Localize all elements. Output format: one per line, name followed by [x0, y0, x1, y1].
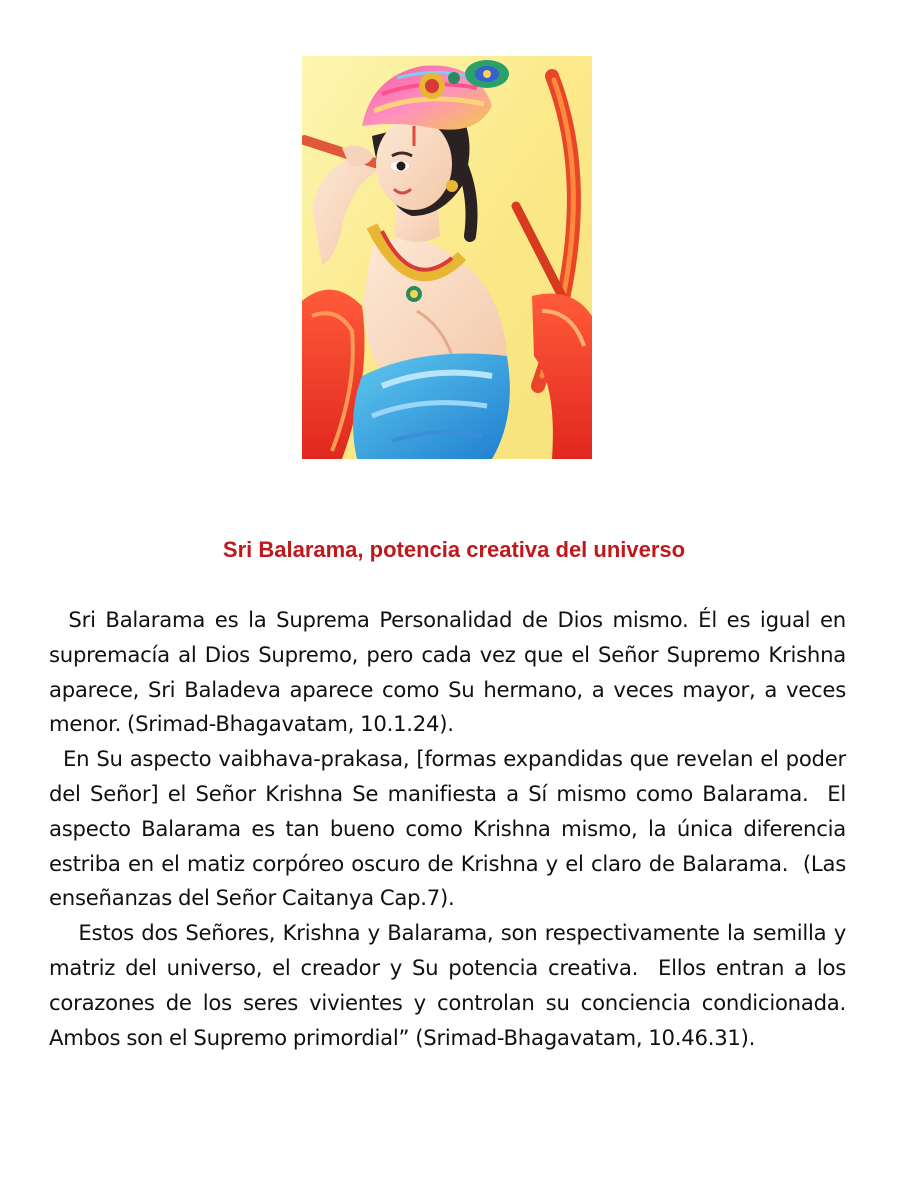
page-title: Sri Balarama, potencia creativa del universo — [222, 537, 686, 562]
paragraph-2: En Su aspecto vaibhava-prakasa, [formas expandidas que revelan el poder del Señor] el Señor Krishna Se manifiesta a Sí mismo como Balarama. El aspecto Balarama es tan bueno como Krishna mismo, la única diferencia estriba en el matiz corpóreo oscuro de Krishna y el claro de Balarama. (Las enseñanzas del Señor Caitanya Cap.7). — [49, 746, 852, 911]
paragraph-3: Estos dos Señores, Krishna y Balarama, son respectivamente la semilla y matriz del universo, el creador y Su potencia creativa. Ellos entran a los corazones de los seres vivientes y controlan su conciencia condicionada. Ambos son el Supremo primordial” (Srimad-Bhagavatam, 10.46.31). — [49, 920, 870, 1050]
body-text — [49, 603, 870, 1055]
paragraph-1: Sri Balarama es la Suprema Personalidad de Dios mismo. Él es igual en supremacía al Dios Supremo, pero cada vez que el Señor Supremo Krishna aparece, Sri Baladeva aparece como Su hermano, a veces mayor, a veces menor. (Srimad-Bhagavatam, 10.1.24). — [49, 607, 852, 737]
deity-painting — [302, 56, 592, 459]
deity-illustration — [302, 56, 592, 459]
